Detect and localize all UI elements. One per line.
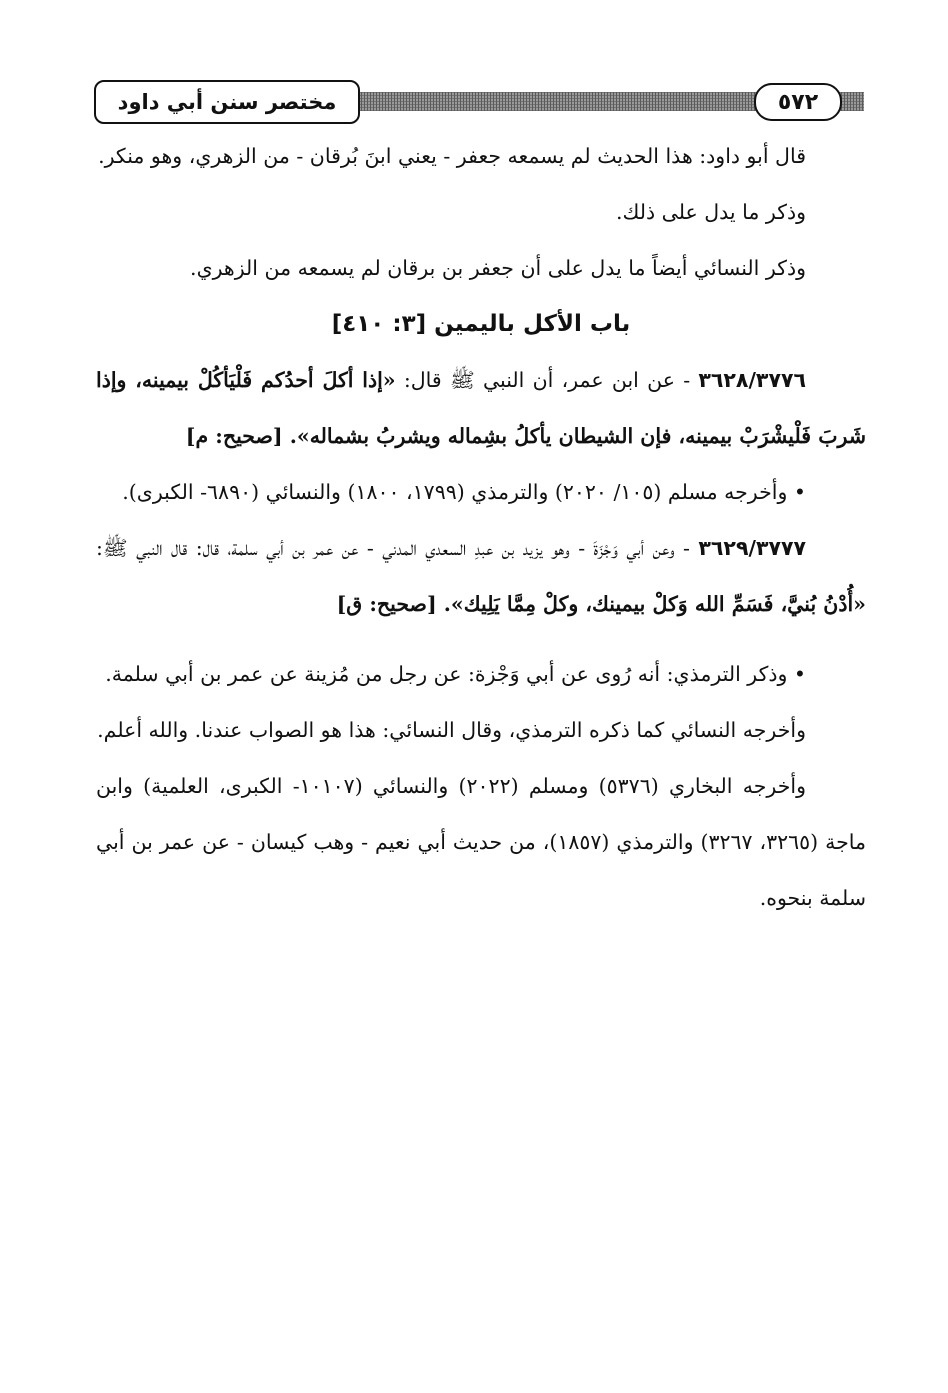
hadith-matn: «إذا أكلَ أحدُكم فَلْيَأكُلْ بيمينه، وإذا شَربَ فَلْيشْرَبْ بيمينه، فإن الشيطان يأكلُ بشِماله ويشربُ بشماله». [صحيح: م] [96, 368, 866, 448]
page-number: ٥٧٢ [754, 83, 842, 121]
hadith-3776 [96, 352, 866, 464]
spacer [96, 632, 866, 646]
note-tirmidhi: • وذكر الترمذي: أنه رُوى عن أبي وَجْزة: عن رجل من مُزينة عن عمر بن أبي سلمة. [105, 662, 806, 686]
takhrij-3776: • وأخرجه مسلم (١٠٥/ ٢٠٢٠) والترمذي (١٧٩٩، ١٨٠٠) والنسائي (٦٨٩٠- الكبرى). [122, 480, 806, 504]
hadith-isnad: - عن ابن عمر، أن النبي ﷺ قال: [395, 368, 699, 392]
hadith-3777 [96, 520, 866, 632]
paragraph-nasai-note: وذكر النسائي أيضاً ما يدل على أن جعفر بن برقان لم يسمعه من الزهري. [190, 256, 806, 280]
chapter-title: باب الأكل باليمين [٣: ٤١٠] [331, 311, 631, 337]
book-title: مختصر سنن أبي داود [94, 80, 360, 124]
hadith-isnad: - وعن أبي وَجْزَةَ - وهو يزيد بن عبدِ السعدي المدني - عن عمر بن أبي سلمة، قال: قال النبي ﷺ: [96, 536, 699, 560]
paragraph-mention: وذكر ما يدل على ذلك. [615, 200, 806, 224]
note-nasai: وأخرجه النسائي كما ذكره الترمذي، وقال النسائي: هذا هو الصواب عندنا. والله أعلم. [97, 718, 806, 742]
paragraph-abu-dawud-note: قال أبو داود: هذا الحديث لم يسمعه جعفر - يعني ابنَ بُرقان - من الزهري، وهو منكر. [98, 144, 806, 168]
hadith-matn: «أُدْنُ بُنيَّ، فَسَمِّ الله وَكلْ بيمينك، وكلْ مِمَّا يَلِيك». [صحيح: ق] [336, 592, 866, 616]
hadith-number: ٣٦٢٩/٣٧٧٧ [698, 536, 806, 560]
page-header [94, 80, 864, 122]
page-body [96, 128, 866, 926]
note-takhrij-bukhari: وأخرجه البخاري (٥٣٧٦) ومسلم (٢٠٢٢) والنسائي (١٠١٠٧- الكبرى، العلمية) وابن ماجة (٣٢٦٥، ٣٢٦٧) والترمذي (١٨٥٧)، من حديث أبي نعيم - وهب كيسان - عن عمر بن أبي سلمة بنحوه. [96, 774, 867, 910]
hadith-number: ٣٦٢٨/٣٧٧٦ [698, 368, 806, 392]
